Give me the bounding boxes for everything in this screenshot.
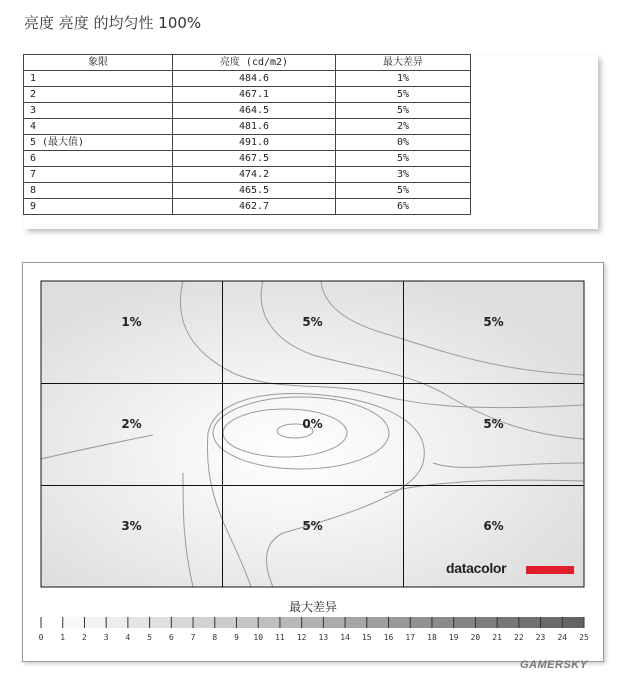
scale-swatch [389, 617, 411, 628]
scale-swatch [345, 617, 367, 628]
scale-swatch [258, 617, 280, 628]
scale-swatch [106, 617, 128, 628]
uniformity-chart-svg [23, 263, 603, 661]
luminance-cell: 467.1 [173, 87, 336, 103]
scale-tick-label: 9 [234, 633, 239, 642]
scale-swatch [432, 617, 454, 628]
scale-tick-label: 2 [82, 633, 87, 642]
table-row [24, 167, 471, 183]
quadrant-cell: 2 [24, 87, 173, 103]
scale-tick-label: 25 [579, 633, 589, 642]
luminance-cell: 465.5 [173, 183, 336, 199]
quadrant-cell: 5 (最大值) [24, 135, 173, 151]
difference-cell: 3% [336, 167, 471, 183]
header-max-difference: 最大差异 [336, 55, 471, 71]
scale-tick-label: 23 [535, 633, 546, 642]
scale-tick-label: 14 [340, 633, 350, 642]
header-quadrant: 象限 [24, 55, 173, 71]
scale-tick-label: 22 [514, 633, 524, 642]
table-row [24, 103, 471, 119]
uniformity-chart [22, 262, 604, 662]
datacolor-logo: datacolor [446, 560, 507, 576]
cell-label: 5% [483, 314, 504, 329]
scale-swatch [128, 617, 150, 628]
scale-tick-label: 1 [60, 633, 66, 642]
scale-tick-label: 13 [318, 633, 329, 642]
color-scale [39, 617, 589, 642]
scale-tick-label: 15 [361, 633, 372, 642]
scale-tick-label: 10 [253, 633, 264, 642]
scale-tick-label: 8 [212, 633, 218, 642]
table-header-row [24, 55, 471, 71]
quadrant-cell: 4 [24, 119, 173, 135]
luminance-cell: 481.6 [173, 119, 336, 135]
scale-tick-label: 24 [557, 633, 568, 642]
page-title: 亮度 亮度 的均匀性 100% [24, 14, 202, 32]
scale-swatch [41, 617, 63, 628]
scale-swatch [454, 617, 476, 628]
scale-title: 最大差异 [288, 600, 338, 614]
quadrant-cell: 1 [24, 71, 173, 87]
table-row [24, 87, 471, 103]
scale-tick-label: 17 [405, 633, 416, 642]
scale-swatch [150, 617, 172, 628]
scale-tick-label: 16 [383, 633, 394, 642]
quadrant-cell: 7 [24, 167, 173, 183]
scale-swatch [280, 617, 302, 628]
scale-tick-label: 21 [492, 633, 502, 642]
scale-tick-label: 11 [275, 633, 285, 642]
luminance-cell: 474.2 [173, 167, 336, 183]
difference-cell: 5% [336, 87, 471, 103]
table-row [24, 71, 471, 87]
difference-cell: 5% [336, 151, 471, 167]
cell-label: 1% [121, 314, 142, 329]
quadrant-cell: 8 [24, 183, 173, 199]
scale-tick-label: 7 [190, 633, 196, 642]
difference-cell: 5% [336, 183, 471, 199]
difference-cell: 2% [336, 119, 471, 135]
cell-label: 5% [302, 314, 323, 329]
table-row [24, 135, 471, 151]
scale-swatch [497, 617, 519, 628]
difference-cell: 0% [336, 135, 471, 151]
table-row [24, 183, 471, 199]
cell-label: 3% [121, 518, 142, 533]
scale-tick-label: 18 [427, 633, 437, 642]
scale-tick-label: 20 [470, 633, 481, 642]
cell-label: 5% [302, 518, 323, 533]
scale-swatch [63, 617, 85, 628]
difference-cell: 1% [336, 71, 471, 87]
scale-swatch [84, 617, 106, 628]
scale-swatch [367, 617, 389, 628]
logo-red-bar [526, 566, 574, 574]
scale-swatch [410, 617, 432, 628]
uniformity-table [23, 54, 471, 215]
scale-swatch [236, 617, 258, 628]
scale-tick-label: 19 [448, 633, 459, 642]
luminance-cell: 464.5 [173, 103, 336, 119]
difference-cell: 6% [336, 199, 471, 215]
watermark: GAMERSKY [520, 659, 588, 671]
scale-swatch [323, 617, 345, 628]
quadrant-cell: 9 [24, 199, 173, 215]
header-luminance: 亮度 (cd/m2) [173, 55, 336, 71]
cell-label: 0% [302, 416, 323, 431]
scale-swatch [171, 617, 193, 628]
scale-swatch [193, 617, 215, 628]
scale-tick-label: 4 [125, 633, 131, 642]
cell-label: 5% [483, 416, 504, 431]
cell-label: 6% [483, 518, 504, 533]
table-row [24, 151, 471, 167]
table-row [24, 199, 471, 215]
scale-swatch [475, 617, 497, 628]
scale-tick-label: 0 [38, 633, 44, 642]
scale-swatch [215, 617, 237, 628]
difference-cell: 5% [336, 103, 471, 119]
luminance-cell: 467.5 [173, 151, 336, 167]
scale-tick-label: 3 [103, 633, 109, 642]
scale-tick-label: 6 [168, 633, 174, 642]
scale-swatch [562, 617, 584, 628]
scale-swatch [519, 617, 541, 628]
luminance-cell: 484.6 [173, 71, 336, 87]
luminance-cell: 462.7 [173, 199, 336, 215]
cell-label: 2% [121, 416, 142, 431]
scale-tick-label: 12 [296, 633, 307, 642]
scale-tick-label: 5 [147, 633, 153, 642]
quadrant-cell: 3 [24, 103, 173, 119]
quadrant-cell: 6 [24, 151, 173, 167]
scale-swatch [541, 617, 563, 628]
luminance-cell: 491.0 [173, 135, 336, 151]
scale-swatch [302, 617, 324, 628]
table-row [24, 119, 471, 135]
